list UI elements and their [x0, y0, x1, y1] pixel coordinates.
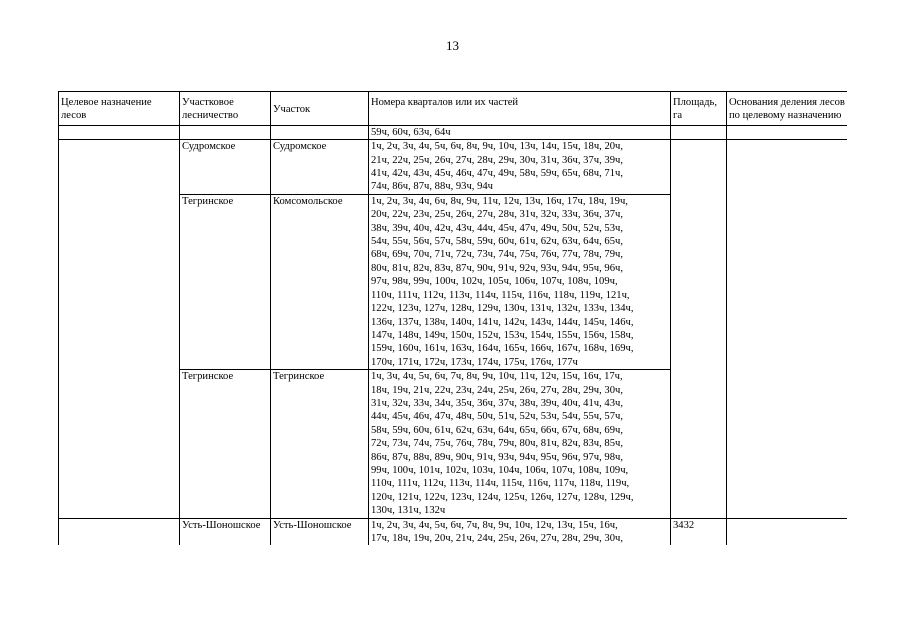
cell-area: [671, 370, 727, 518]
cell-basis: [727, 518, 848, 545]
cell-area: [671, 125, 727, 139]
cell-quarters: 1ч, 2ч, 3ч, 4ч, 5ч, 6ч, 7ч, 8ч, 9ч, 10ч, 12ч, 13ч, 15ч, 16ч, 17ч, 18ч, 19ч, 20ч, 21ч, 24ч, 25ч, 26ч, 27ч, 28ч, 29ч, 30ч,: [369, 518, 671, 545]
header-purpose: Целевое назначение лесов: [59, 92, 180, 126]
cell-basis: [727, 125, 848, 139]
cell-quarters: 1ч, 3ч, 4ч, 5ч, 6ч, 7ч, 8ч, 9ч, 10ч, 11ч, 12ч, 15ч, 16ч, 17ч, 18ч, 19ч, 21ч, 22ч, 23ч, 24ч, 25ч, 26ч, 27ч, 28ч, 29ч, 30ч, 31ч, 32ч, 33ч, 34ч, 35ч, 36ч, 37ч, 38ч, 39ч, 40ч, 41ч, 43ч, 44ч, 45ч, 46ч, 47ч, 48ч, 50ч, 51ч, 52ч, 53ч, 54ч, 55ч, 57ч, 58ч, 59ч, 60ч, 61ч, 62ч, 63ч, 64ч, 65ч, 66ч, 67ч, 68ч, 69ч, 72ч, 73ч, 74ч, 75ч, 76ч, 78ч, 79ч, 80ч, 81ч, 82ч, 83ч, 85ч, 86ч, 87ч, 88ч, 89ч, 90ч, 91ч, 93ч, 94ч, 95ч, 96ч, 97ч, 98ч, 99ч, 100ч, 101ч, 102ч, 103ч, 104ч, 106ч, 107ч, 108ч, 109ч, 110ч, 111ч, 112ч, 113ч, 114ч, 115ч, 116ч, 117ч, 118ч, 119ч, 120ч, 121ч, 122ч, 123ч, 124ч, 125ч, 126ч, 127ч, 128ч, 129ч, 130ч, 131ч, 132ч: [369, 370, 671, 518]
cell-area: 3432: [671, 518, 727, 545]
page-number: 13: [446, 38, 459, 53]
forest-purpose-table-container: [58, 91, 847, 577]
cell-site: Судромское: [271, 140, 369, 195]
cell-area: [671, 140, 727, 370]
header-area: Площадь, га: [671, 92, 727, 126]
table-header-row: [59, 92, 848, 126]
cell-site: Усть-Шоношское: [271, 518, 369, 545]
cell-site: [271, 125, 369, 139]
cell-forestry: Тегринское: [180, 370, 271, 518]
cell-site: Тегринское: [271, 370, 369, 518]
table-row: [59, 125, 848, 139]
header-forestry: Участковое лесничество: [180, 92, 271, 126]
cell-quarters: 1ч, 2ч, 3ч, 4ч, 5ч, 6ч, 8ч, 9ч, 10ч, 13ч, 14ч, 15ч, 18ч, 20ч, 21ч, 22ч, 25ч, 26ч, 27ч, 28ч, 29ч, 30ч, 31ч, 36ч, 37ч, 39ч, 41ч, 42ч, 43ч, 45ч, 46ч, 47ч, 49ч, 58ч, 59ч, 65ч, 68ч, 71ч, 74ч, 86ч, 87ч, 88ч, 93ч, 94ч: [369, 140, 671, 195]
cell-forestry: Тегринское: [180, 194, 271, 369]
header-basis: Основания деления лесов по целевому назначению: [727, 92, 848, 126]
cell-forestry: Усть-Шоношское: [180, 518, 271, 545]
table-row: [59, 518, 848, 545]
header-quarters: Номера кварталов или их частей: [369, 92, 671, 126]
cell-quarters: 1ч, 2ч, 3ч, 4ч, 6ч, 8ч, 9ч, 11ч, 12ч, 13ч, 16ч, 17ч, 18ч, 19ч, 20ч, 22ч, 23ч, 25ч, 26ч, 27ч, 28ч, 31ч, 32ч, 33ч, 36ч, 37ч, 38ч, 39ч, 40ч, 42ч, 43ч, 44ч, 45ч, 47ч, 49ч, 50ч, 52ч, 53ч, 54ч, 55ч, 56ч, 57ч, 58ч, 59ч, 60ч, 61ч, 62ч, 63ч, 64ч, 65ч, 68ч, 69ч, 70ч, 71ч, 72ч, 73ч, 74ч, 75ч, 76ч, 77ч, 78ч, 79ч, 80ч, 81ч, 82ч, 83ч, 87ч, 90ч, 91ч, 92ч, 93ч, 94ч, 95ч, 96ч, 97ч, 98ч, 99ч, 100ч, 102ч, 105ч, 106ч, 107ч, 108ч, 109ч, 110ч, 111ч, 112ч, 113ч, 114ч, 115ч, 116ч, 118ч, 119ч, 121ч, 122ч, 123ч, 127ч, 128ч, 129ч, 130ч, 131ч, 132ч, 133ч, 134ч, 136ч, 137ч, 138ч, 140ч, 141ч, 142ч, 143ч, 144ч, 145ч, 146ч, 147ч, 148ч, 149ч, 150ч, 152ч, 153ч, 154ч, 155ч, 156ч, 158ч, 159ч, 160ч, 161ч, 163ч, 164ч, 165ч, 166ч, 167ч, 168ч, 169ч, 170ч, 171ч, 172ч, 173ч, 174ч, 175ч, 176ч, 177ч: [369, 194, 671, 369]
cell-site: Комсомольское: [271, 194, 369, 369]
cell-purpose: [59, 140, 180, 518]
cell-basis: [727, 140, 848, 518]
cell-purpose: [59, 518, 180, 545]
table-row: [59, 140, 848, 195]
forest-purpose-table: [58, 91, 847, 545]
header-site: Участок: [271, 92, 369, 126]
cell-forestry: [180, 125, 271, 139]
cell-quarters: 59ч, 60ч, 63ч, 64ч: [369, 125, 671, 139]
cell-forestry: Судромское: [180, 140, 271, 195]
cell-purpose: [59, 125, 180, 139]
